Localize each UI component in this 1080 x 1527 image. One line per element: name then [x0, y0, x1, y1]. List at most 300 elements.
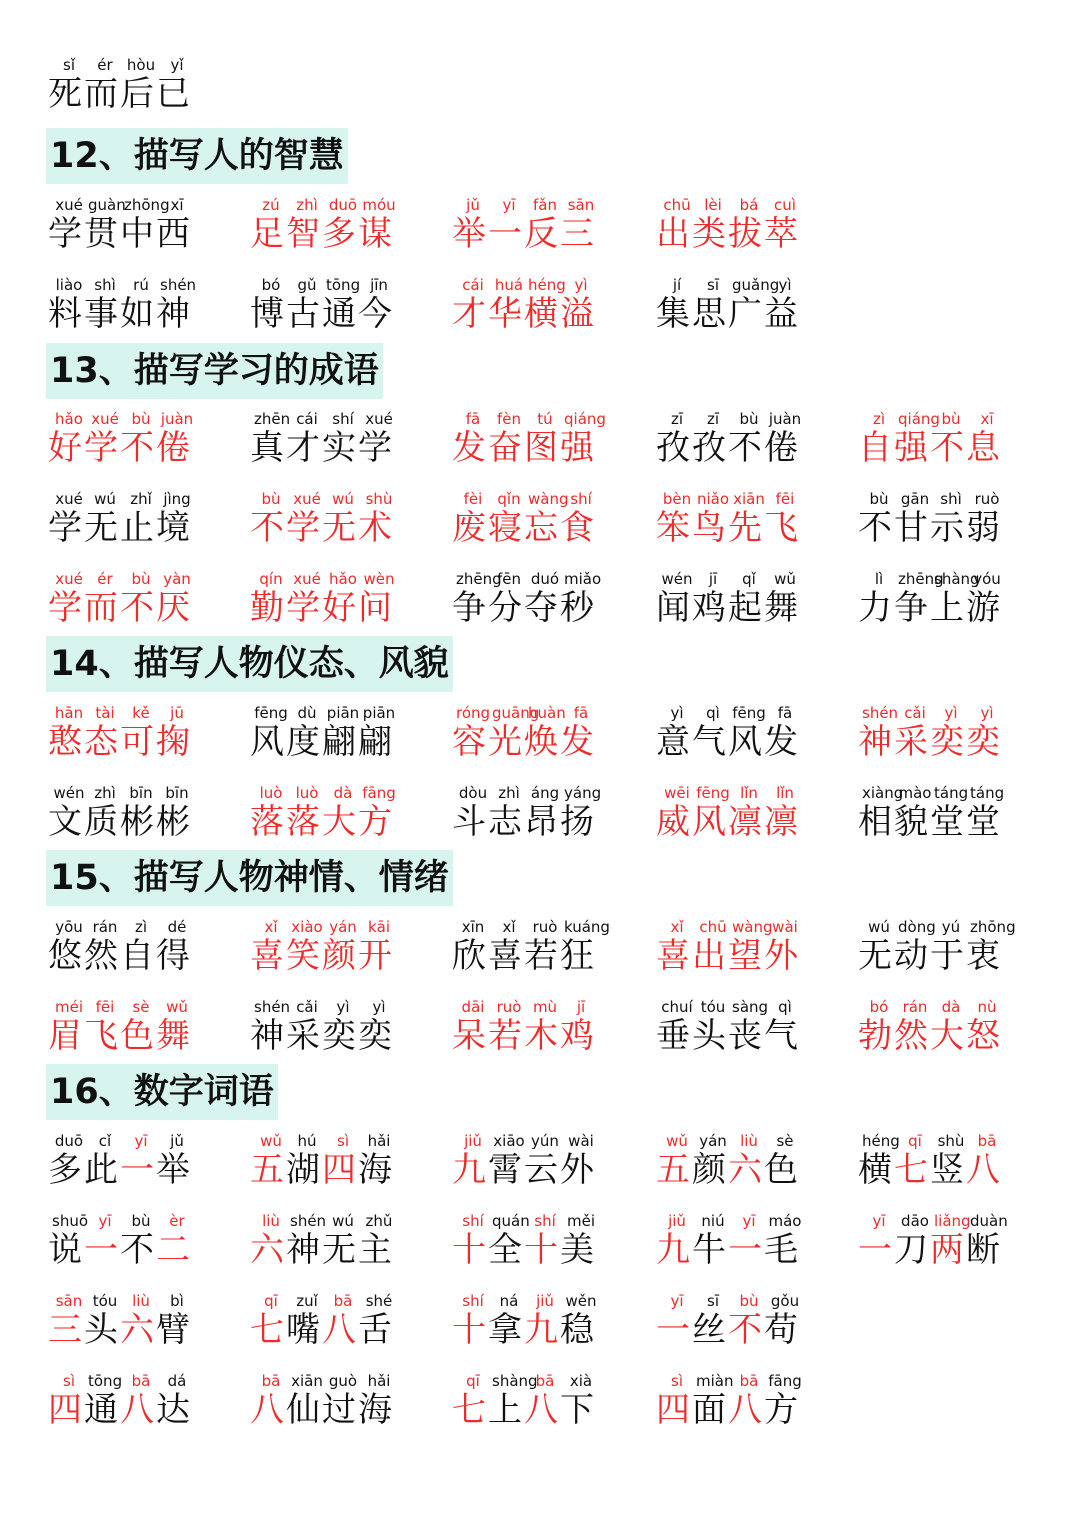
idiom-item [250, 998, 450, 1056]
hanzi-char: 问 [358, 588, 392, 628]
hanzi-char: 悠 [48, 936, 82, 976]
hanzi-char: 勃 [858, 1016, 892, 1056]
pinyin-syllable: lèi [704, 196, 722, 214]
hanzi-char: 若 [524, 936, 558, 976]
hanzi-char: 一 [858, 1230, 892, 1270]
hanzi-char: 全 [488, 1230, 522, 1270]
pinyin-syllable: bā [131, 1372, 151, 1390]
hanzi-char: 忘 [524, 508, 558, 548]
pinyin-row [858, 490, 1058, 508]
idiom-item [452, 1132, 652, 1190]
pinyin-row [48, 276, 248, 294]
pinyin-syllable: zì [134, 918, 148, 936]
pinyin-syllable: cǐ [98, 1132, 112, 1150]
pinyin-syllable: xīn [461, 918, 485, 936]
pinyin-syllable: duō [328, 196, 358, 214]
idiom-item [48, 1132, 248, 1190]
pinyin-syllable: bīn [165, 784, 189, 802]
idiom-item [858, 998, 1058, 1056]
hanzi-char: 态 [84, 722, 118, 762]
hanzi-row [250, 722, 450, 762]
hanzi-char: 云 [524, 1150, 558, 1190]
idiom-item [250, 1132, 450, 1190]
hanzi-char: 萃 [764, 214, 798, 254]
hanzi-char: 五 [656, 1150, 690, 1190]
hanzi-row [452, 1150, 652, 1190]
pinyin-row [452, 570, 652, 588]
hanzi-char: 神 [286, 1230, 320, 1270]
hanzi-char: 鸟 [692, 508, 726, 548]
hanzi-row [656, 588, 856, 628]
hanzi-char: 无 [322, 508, 356, 548]
hanzi-char: 笨 [656, 508, 690, 548]
hanzi-char: 奕 [358, 1016, 392, 1056]
pinyin-syllable: fā [573, 704, 589, 722]
hanzi-char: 西 [156, 214, 190, 254]
hanzi-char: 无 [858, 936, 892, 976]
hanzi-char: 十 [452, 1310, 486, 1350]
pinyin-syllable: qī [264, 1292, 278, 1310]
pinyin-syllable: dòng [898, 918, 936, 936]
pinyin-row [250, 276, 450, 294]
pinyin-syllable: sān [567, 196, 595, 214]
hanzi-char: 争 [894, 588, 928, 628]
pinyin-syllable: miǎo [564, 570, 602, 588]
idiom-item [656, 276, 856, 334]
pinyin-syllable: héng [528, 276, 566, 294]
pinyin-syllable: dà [333, 784, 353, 802]
idiom-item [250, 1372, 450, 1430]
hanzi-char: 意 [656, 722, 690, 762]
hanzi-char: 谋 [358, 214, 392, 254]
pinyin-syllable: yì [670, 704, 684, 722]
pinyin-syllable: xià [569, 1372, 593, 1390]
pinyin-syllable: zī [706, 410, 720, 428]
pinyin-syllable: duō [54, 1132, 84, 1150]
hanzi-char: 自 [120, 936, 154, 976]
hanzi-char: 美 [560, 1230, 594, 1270]
pinyin-syllable: bá [739, 196, 759, 214]
hanzi-char: 舌 [358, 1310, 392, 1350]
pinyin-syllable: nù [977, 998, 997, 1016]
pinyin-syllable: bù [739, 1292, 759, 1310]
pinyin-syllable: fāng [362, 784, 396, 802]
hanzi-char: 才 [286, 428, 320, 468]
hanzi-char: 可 [120, 722, 154, 762]
pinyin-syllable: yì [372, 998, 386, 1016]
hanzi-char: 奕 [930, 722, 964, 762]
hanzi-row [250, 1016, 450, 1056]
hanzi-char: 斗 [452, 802, 486, 842]
pinyin-syllable: jǔ [466, 196, 480, 214]
pinyin-syllable: bā [535, 1372, 555, 1390]
pinyin-syllable: zī [670, 410, 684, 428]
hanzi-char: 横 [524, 294, 558, 334]
hanzi-char: 图 [524, 428, 558, 468]
pinyin-syllable: rú [133, 276, 149, 294]
pinyin-syllable: méi [54, 998, 83, 1016]
hanzi-char: 七 [250, 1310, 284, 1350]
pinyin-syllable: xiàng [862, 784, 904, 802]
pinyin-syllable: ruò [532, 918, 558, 936]
pinyin-syllable: sī [707, 276, 719, 294]
hanzi-char: 十 [452, 1230, 486, 1270]
pinyin-syllable: liù [262, 1212, 280, 1230]
hanzi-char: 度 [286, 722, 320, 762]
pinyin-syllable: zhōng [970, 918, 1016, 936]
hanzi-char: 不 [728, 428, 762, 468]
hanzi-char: 扬 [560, 802, 594, 842]
hanzi-char: 死 [48, 74, 82, 114]
pinyin-syllable: héng [862, 1132, 900, 1150]
hanzi-row [452, 802, 652, 842]
pinyin-syllable: liǎng [934, 1212, 971, 1230]
pinyin-syllable: zhōng [124, 196, 170, 214]
pinyin-syllable: lǐn [776, 784, 794, 802]
idiom-item [250, 410, 450, 468]
pinyin-syllable: jǔ [170, 1132, 184, 1150]
hanzi-char: 倦 [764, 428, 798, 468]
pinyin-syllable: qì [706, 704, 720, 722]
hanzi-char: 事 [84, 294, 118, 334]
hanzi-char: 上 [488, 1390, 522, 1430]
hanzi-char: 八 [250, 1390, 284, 1430]
hanzi-char: 不 [120, 588, 154, 628]
hanzi-char: 真 [250, 428, 284, 468]
pinyin-syllable: tú [537, 410, 553, 428]
hanzi-char: 文 [48, 802, 82, 842]
hanzi-row [250, 1310, 450, 1350]
hanzi-row [858, 588, 1058, 628]
pinyin-syllable: zhēng [456, 570, 502, 588]
pinyin-row [250, 410, 450, 428]
idiom-item [858, 784, 1058, 842]
idiom-item [656, 410, 856, 468]
pinyin-syllable: cǎi [904, 704, 926, 722]
hanzi-char: 威 [656, 802, 690, 842]
pinyin-syllable: kě [132, 704, 150, 722]
hanzi-char: 气 [764, 1016, 798, 1056]
hanzi-char: 海 [358, 1150, 392, 1190]
hanzi-char: 三 [48, 1310, 82, 1350]
idiom-item [656, 704, 856, 762]
hanzi-char: 达 [156, 1390, 190, 1430]
pinyin-row [858, 1132, 1058, 1150]
pinyin-syllable: sì [671, 1372, 683, 1390]
hanzi-char: 相 [858, 802, 892, 842]
idiom-item [858, 570, 1058, 628]
pinyin-syllable: sì [337, 1132, 349, 1150]
pinyin-syllable: duó [530, 570, 560, 588]
hanzi-char: 分 [488, 588, 522, 628]
hanzi-char: 颜 [692, 1150, 726, 1190]
hanzi-row [858, 428, 1058, 468]
hanzi-char: 仙 [286, 1390, 320, 1430]
hanzi-char: 焕 [524, 722, 558, 762]
idiom-item [48, 196, 248, 254]
hanzi-char: 倦 [156, 428, 190, 468]
hanzi-char: 八 [966, 1150, 1000, 1190]
pinyin-syllable: quán [492, 1212, 530, 1230]
pinyin-row [656, 918, 856, 936]
hanzi-char: 起 [728, 588, 762, 628]
hanzi-char: 无 [322, 1230, 356, 1270]
hanzi-char: 料 [48, 294, 82, 334]
hanzi-char: 奋 [488, 428, 522, 468]
pinyin-syllable: tài [95, 704, 115, 722]
idiom-item [656, 570, 856, 628]
hanzi-row [48, 588, 248, 628]
hanzi-char: 气 [692, 722, 726, 762]
pinyin-syllable: wǔ [260, 1132, 282, 1150]
pinyin-syllable: yán [329, 918, 357, 936]
hanzi-row [858, 1150, 1058, 1190]
hanzi-char: 垂 [656, 1016, 690, 1056]
hanzi-char: 光 [488, 722, 522, 762]
section-heading: 13、描写学习的成语 [46, 343, 383, 399]
pinyin-syllable: bù [261, 490, 281, 508]
hanzi-char: 木 [524, 1016, 558, 1056]
pinyin-syllable: yōu [55, 918, 83, 936]
hanzi-char: 境 [156, 508, 190, 548]
hanzi-char: 学 [84, 428, 118, 468]
hanzi-char: 九 [524, 1310, 558, 1350]
hanzi-char: 四 [322, 1150, 356, 1190]
hanzi-char: 落 [250, 802, 284, 842]
pinyin-syllable: qǐn [497, 490, 521, 508]
pinyin-row [452, 1212, 652, 1230]
pinyin-row [656, 196, 856, 214]
hanzi-char: 息 [966, 428, 1000, 468]
idiom-item [48, 276, 248, 334]
hanzi-char: 风 [728, 722, 762, 762]
pinyin-syllable: bīn [129, 784, 153, 802]
hanzi-row [48, 1150, 248, 1190]
hanzi-char: 集 [656, 294, 690, 334]
pinyin-syllable: dé [167, 918, 187, 936]
pinyin-syllable: tōng [326, 276, 361, 294]
hanzi-char: 动 [894, 936, 928, 976]
hanzi-row [48, 428, 248, 468]
idiom-item [48, 56, 248, 114]
pinyin-row [250, 196, 450, 214]
pinyin-syllable: wài [772, 918, 798, 936]
pinyin-syllable: luò [295, 784, 319, 802]
idiom-item [48, 918, 248, 976]
pinyin-syllable: yóu [973, 570, 1001, 588]
pinyin-syllable: èr [169, 1212, 185, 1230]
hanzi-char: 秒 [560, 588, 594, 628]
pinyin-syllable: ér [97, 56, 113, 74]
pinyin-syllable: fā [777, 704, 793, 722]
hanzi-char: 采 [286, 1016, 320, 1056]
hanzi-char: 一 [84, 1230, 118, 1270]
hanzi-char: 凛 [728, 802, 762, 842]
hanzi-char: 翩 [358, 722, 392, 762]
pinyin-row [452, 1292, 652, 1310]
pinyin-syllable: yàn [163, 570, 191, 588]
pinyin-syllable: miàn [696, 1372, 734, 1390]
pinyin-syllable: sè [132, 998, 150, 1016]
pinyin-syllable: xué [55, 570, 83, 588]
hanzi-char: 而 [84, 74, 118, 114]
pinyin-syllable: yī [134, 1132, 148, 1150]
pinyin-syllable: bù [869, 490, 889, 508]
pinyin-syllable: wài [568, 1132, 594, 1150]
pinyin-syllable: zhì [94, 784, 116, 802]
pinyin-syllable: dāo [901, 1212, 929, 1230]
hanzi-char: 堂 [966, 802, 1000, 842]
idiom-item [656, 1292, 856, 1350]
hanzi-char: 思 [692, 294, 726, 334]
idiom-item [452, 570, 652, 628]
hanzi-row [48, 802, 248, 842]
pinyin-row [48, 918, 248, 936]
hanzi-char: 闻 [656, 588, 690, 628]
section-heading: 16、数字词语 [46, 1064, 278, 1120]
pinyin-syllable: fēng [696, 784, 730, 802]
pinyin-syllable: yǐ [170, 56, 184, 74]
hanzi-char: 于 [930, 936, 964, 976]
pinyin-syllable: cái [462, 276, 484, 294]
pinyin-row [48, 196, 248, 214]
pinyin-syllable: ér [97, 570, 113, 588]
hanzi-char: 断 [966, 1230, 1000, 1270]
hanzi-char: 举 [156, 1150, 190, 1190]
hanzi-char: 风 [692, 802, 726, 842]
idiom-item [858, 704, 1058, 762]
hanzi-char: 自 [858, 428, 892, 468]
pinyin-syllable: wàng [732, 918, 773, 936]
pinyin-syllable: jiǔ [668, 1212, 686, 1230]
hanzi-char: 下 [560, 1390, 594, 1430]
pinyin-row [656, 1212, 856, 1230]
hanzi-row [250, 428, 450, 468]
pinyin-syllable: wú [332, 1212, 354, 1230]
hanzi-row [858, 936, 1058, 976]
pinyin-syllable: wèn [363, 570, 395, 588]
pinyin-row [48, 1292, 248, 1310]
hanzi-char: 飞 [84, 1016, 118, 1056]
hanzi-char: 憨 [48, 722, 82, 762]
pinyin-syllable: qín [259, 570, 283, 588]
pinyin-syllable: bù [131, 410, 151, 428]
pinyin-syllable: jī [708, 570, 718, 588]
pinyin-syllable: xué [91, 410, 119, 428]
idiom-item [250, 570, 450, 628]
hanzi-char: 实 [322, 428, 356, 468]
pinyin-syllable: áng [530, 784, 560, 802]
pinyin-syllable: bù [131, 570, 151, 588]
pinyin-syllable: yán [699, 1132, 727, 1150]
hanzi-char: 游 [966, 588, 1000, 628]
hanzi-char: 得 [156, 936, 190, 976]
idiom-item [452, 196, 652, 254]
hanzi-char: 色 [764, 1150, 798, 1190]
pinyin-syllable: zhǐ [130, 490, 152, 508]
hanzi-row [452, 1230, 652, 1270]
hanzi-row [48, 74, 248, 114]
hanzi-row [452, 588, 652, 628]
hanzi-row [250, 1230, 450, 1270]
pinyin-syllable: niǎo [696, 490, 730, 508]
hanzi-row [250, 802, 450, 842]
hanzi-char: 如 [120, 294, 154, 334]
pinyin-syllable: xiāo [493, 1132, 525, 1150]
pinyin-row [48, 56, 248, 74]
pinyin-syllable: guǎng [732, 276, 780, 294]
pinyin-syllable: yún [531, 1132, 559, 1150]
hanzi-char: 古 [286, 294, 320, 334]
pinyin-row [48, 784, 248, 802]
hanzi-char: 上 [930, 588, 964, 628]
pinyin-syllable: qī [466, 1372, 480, 1390]
pinyin-syllable: qī [908, 1132, 922, 1150]
hanzi-char: 拿 [488, 1310, 522, 1350]
hanzi-char: 强 [560, 428, 594, 468]
hanzi-row [452, 214, 652, 254]
pinyin-syllable: gān [900, 490, 930, 508]
hanzi-row [48, 508, 248, 548]
idiom-item [250, 918, 450, 976]
pinyin-row [250, 1372, 450, 1390]
idiom-item [656, 1212, 856, 1270]
hanzi-char: 无 [84, 508, 118, 548]
pinyin-row [656, 490, 856, 508]
hanzi-char: 然 [894, 1016, 928, 1056]
pinyin-syllable: xiào [291, 918, 323, 936]
pinyin-row [656, 784, 856, 802]
pinyin-syllable: wú [868, 918, 890, 936]
pinyin-syllable: bèn [662, 490, 692, 508]
hanzi-char: 大 [322, 802, 356, 842]
pinyin-syllable: tōng [88, 1372, 123, 1390]
hanzi-char: 容 [452, 722, 486, 762]
pinyin-syllable: dāi [461, 998, 485, 1016]
hanzi-char: 神 [858, 722, 892, 762]
pinyin-syllable: sī [707, 1292, 719, 1310]
hanzi-char: 废 [452, 508, 486, 548]
hanzi-char: 甘 [894, 508, 928, 548]
pinyin-syllable: wǔ [774, 570, 796, 588]
pinyin-syllable: luò [259, 784, 283, 802]
pinyin-syllable: bù [131, 1212, 151, 1230]
hanzi-char: 喜 [250, 936, 284, 976]
hanzi-row [250, 1150, 450, 1190]
pinyin-syllable: qiáng [898, 410, 940, 428]
pinyin-syllable: shí [570, 490, 592, 508]
hanzi-row [656, 428, 856, 468]
pinyin-syllable: táng [934, 784, 969, 802]
hanzi-row [656, 214, 856, 254]
idiom-item [656, 1132, 856, 1190]
idiom-item [48, 704, 248, 762]
hanzi-char: 喜 [488, 936, 522, 976]
hanzi-char: 竖 [930, 1150, 964, 1190]
pinyin-syllable: wēi [664, 784, 690, 802]
idiom-item [858, 410, 1058, 468]
idiom-item [250, 1212, 450, 1270]
hanzi-char: 厌 [156, 588, 190, 628]
pinyin-syllable: wú [94, 490, 116, 508]
hanzi-char: 博 [250, 294, 284, 334]
hanzi-char: 学 [48, 214, 82, 254]
hanzi-char: 六 [120, 1310, 154, 1350]
pinyin-syllable: jīn [370, 276, 388, 294]
hanzi-char: 过 [322, 1390, 356, 1430]
hanzi-row [656, 722, 856, 762]
idiom-item [656, 998, 856, 1056]
